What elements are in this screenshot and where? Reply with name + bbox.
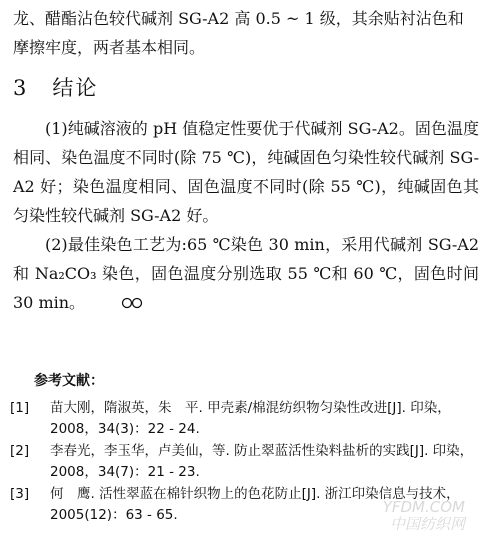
section-heading <box>13 74 98 102</box>
reference-item <box>10 441 480 483</box>
watermark-line-1: YFDM.COM <box>382 498 465 516</box>
reference-number: [3] <box>10 486 30 502</box>
reference-text: 苗大刚，隋淑英，朱 平. 甲壳素/棉混纺织物匀染性改进[J]. 印染，2008，34(3)：22 - 24. <box>50 400 451 437</box>
references-title: 参考文献： <box>34 373 104 389</box>
carryover-paragraph: 龙、醋酯沾色较代碱剂 SG-A2 高 0.5 ~ 1 级，其余贴衬沾色和摩擦牢度，两者基本相同。 <box>13 9 464 57</box>
watermark <box>383 499 465 533</box>
reference-number: [1] <box>10 400 30 416</box>
conclusion-paragraph-2 <box>13 230 479 318</box>
reference-number: [2] <box>10 443 30 459</box>
reference-item <box>10 398 480 440</box>
conclusion-paragraph-1: (1)纯碱溶液的 pH 值稳定性要优于代碱剂 SG-A2。固色温度相同、染色温度不同时(除 75 ℃)，纯碱固色匀染性较代碱剂 SG-A2 好；染色温度相同、固色温度不同时(除 55 ℃)，纯碱固色其匀染性较代碱剂 SG-A2 好。 <box>13 119 479 225</box>
reference-text: 何 鹰. 活性翠蓝在棉针织物上的色花防止[J]. 浙江印染信息与技术，2005(12)：63 - 65. <box>50 486 460 523</box>
section-number: 3 <box>13 76 29 100</box>
end-mark-icon <box>89 289 143 318</box>
watermark-line-2: 中国纺织网 <box>389 515 465 533</box>
section-title: 结论 <box>52 76 99 100</box>
reference-text: 李春光，李玉华，卢美仙，等. 防止翠蓝活性染料盐析的实践[J]. 印染，2008，34(7)：21 - 23. <box>50 443 474 480</box>
conclusion-body <box>13 114 479 318</box>
conclusion-paragraph-2-text: (2)最佳染色工艺为:65 ℃染色 30 min，采用代碱剂 SG-A2 和 Na₂CO₃ 染色，固色温度分别选取 55 ℃和 60 ℃，固色时间 30 min。 <box>13 235 479 312</box>
